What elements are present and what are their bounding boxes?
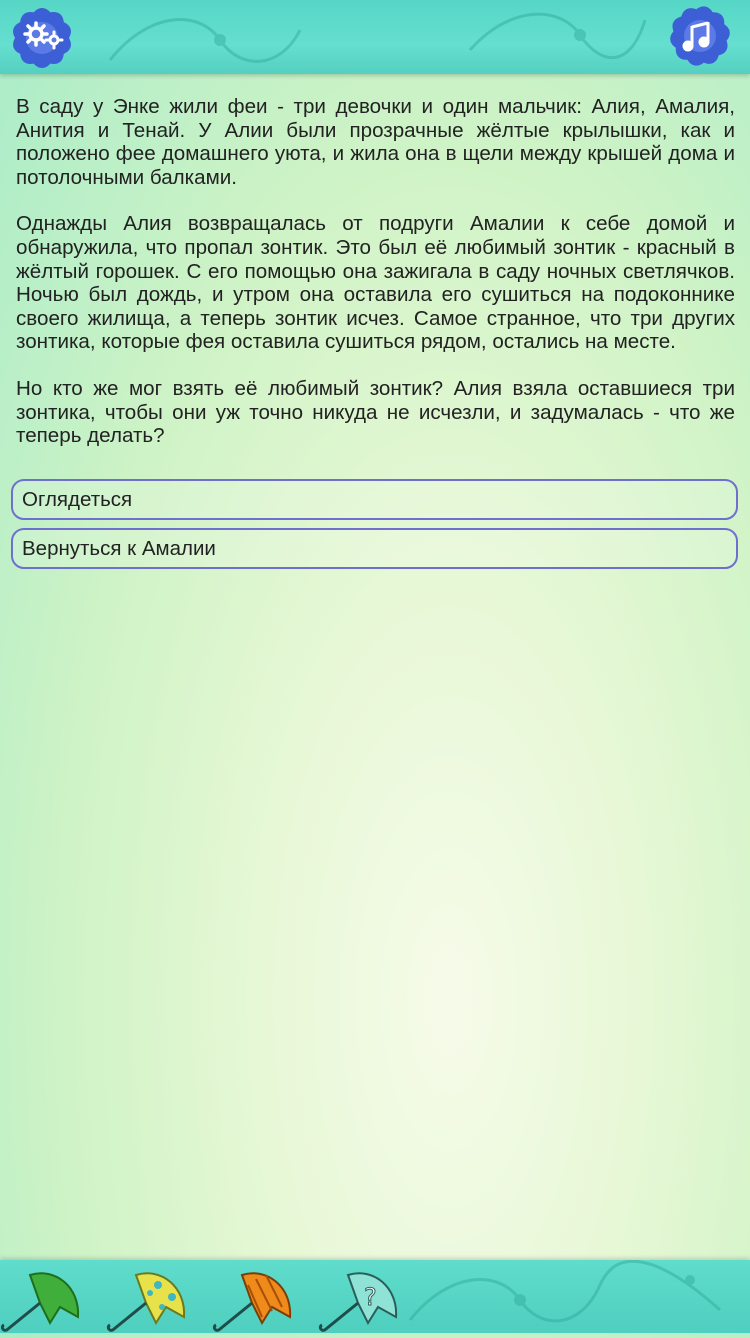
settings-button[interactable] — [0, 0, 90, 74]
yellow-umbrella-button[interactable] — [106, 1267, 190, 1333]
gears-icon — [0, 0, 90, 74]
music-button[interactable] — [660, 0, 750, 74]
story-paragraph: В саду у Энке жили феи - три девочки и один мальчик: Алия, Амалия, Анития и Тенай. У Алии были прозрачные жёлтые крылышки, как и положено фее домашнего уюта, и жила она в щели между крышей дома и потолочными балками. — [16, 95, 735, 189]
music-note-icon — [660, 0, 750, 74]
choice-look-around-button[interactable]: Оглядеться — [11, 479, 738, 520]
story-text — [16, 95, 735, 471]
choice-list — [11, 479, 738, 577]
unknown-umbrella-icon — [318, 1267, 402, 1333]
decorative-swirls — [400, 1260, 750, 1333]
green-umbrella-button[interactable] — [0, 1267, 84, 1333]
choice-return-to-amalia-button[interactable]: Вернуться к Амалии — [11, 528, 738, 569]
story-paragraph: Но кто же мог взять её любимый зонтик? Алия взяла оставшиеся три зонтика, чтобы они уж точно никуда не исчезли, и задумалась - что же теперь делать? — [16, 376, 735, 448]
question-mark-label: ? — [364, 1283, 377, 1311]
decorative-swirls — [90, 0, 650, 74]
unknown-umbrella-button[interactable] — [318, 1267, 402, 1333]
orange-umbrella-button[interactable] — [212, 1267, 296, 1333]
top-bar — [0, 0, 750, 74]
green-umbrella-icon — [0, 1267, 84, 1333]
orange-striped-umbrella-icon — [212, 1267, 296, 1333]
yellow-spotted-umbrella-icon — [106, 1267, 190, 1333]
story-paragraph: Однажды Алия возвращалась от подруги Амалии к себе домой и обнаружила, что пропал зонтик. Это был её любимый зонтик - красный в жёлтый горошек. С его помощью она зажигала в саду ночных светлячков. Ночью был дождь, и утром она оставила его сушиться на подоконнике своего жилища, а теперь зонтик исчез. Самое странное, что три других зонтика, которые фея оставила сушиться рядом, остались на месте. — [16, 212, 735, 354]
